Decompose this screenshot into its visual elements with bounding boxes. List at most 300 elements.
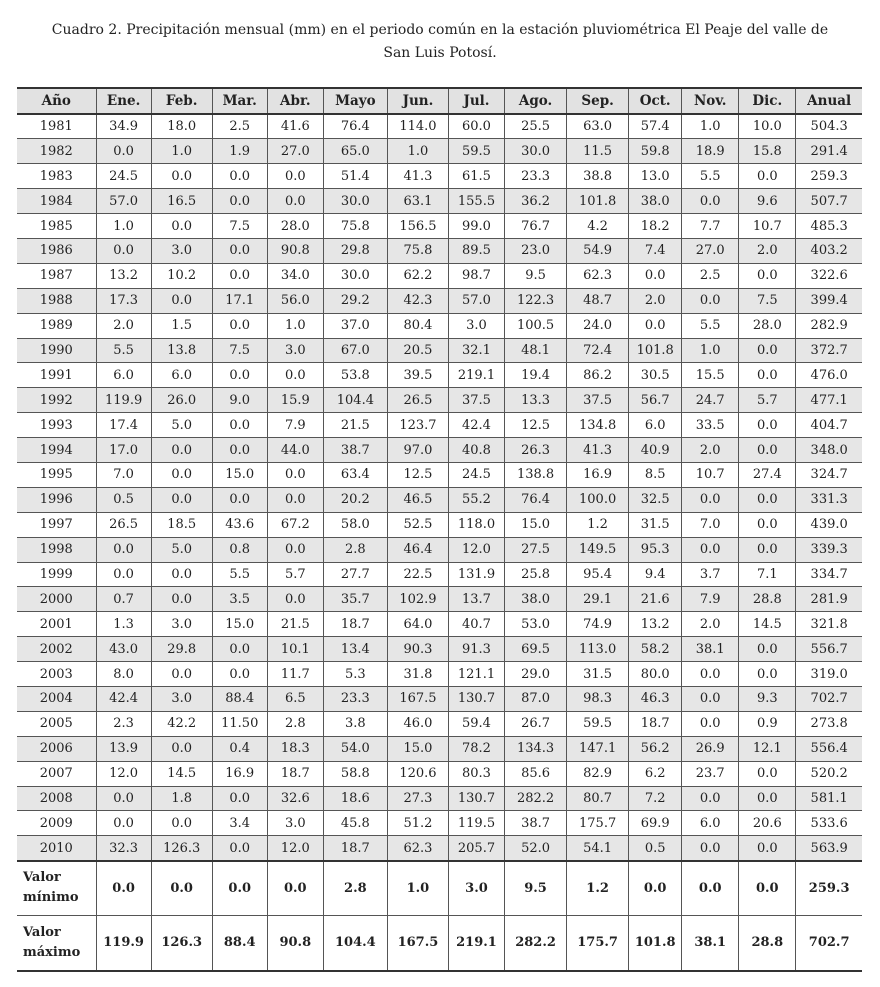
table-row: [17, 438, 862, 463]
year-cell: 1994: [17, 438, 96, 463]
value-cell: 3.7: [682, 562, 739, 587]
value-cell: 38.7: [323, 438, 387, 463]
value-cell: 88.4: [212, 686, 267, 711]
value-cell: 0.0: [682, 487, 739, 512]
value-cell: 205.7: [448, 836, 504, 861]
value-cell: 63.1: [387, 189, 448, 214]
value-cell: 13.0: [629, 164, 682, 189]
value-cell: 89.5: [448, 238, 504, 263]
summary-value-cell: 0.0: [267, 861, 323, 916]
year-cell: 1991: [17, 363, 96, 388]
value-cell: 98.7: [448, 263, 504, 288]
value-cell: 25.8: [505, 562, 567, 587]
value-cell: 80.0: [629, 662, 682, 687]
summary-value-cell: 0.0: [739, 861, 796, 916]
summary-value-cell: 126.3: [151, 916, 212, 971]
value-cell: 38.0: [505, 587, 567, 612]
value-cell: 26.9: [682, 736, 739, 761]
column-header: Feb.: [151, 88, 212, 114]
value-cell: 130.7: [448, 686, 504, 711]
value-cell: 26.5: [387, 388, 448, 413]
summary-label: Valor mínimo: [17, 861, 96, 916]
summary-value-cell: 282.2: [505, 916, 567, 971]
value-cell: 33.5: [682, 413, 739, 438]
value-cell: 27.5: [505, 537, 567, 562]
value-cell: 6.0: [682, 811, 739, 836]
value-cell: 13.4: [323, 637, 387, 662]
value-cell: 43.0: [96, 637, 151, 662]
value-cell: 507.7: [796, 189, 862, 214]
value-cell: 100.0: [567, 487, 629, 512]
summary-value-cell: 28.8: [739, 916, 796, 971]
table-caption: [0, 19, 880, 65]
value-cell: 2.3: [96, 711, 151, 736]
value-cell: 12.5: [505, 413, 567, 438]
table-row: [17, 164, 862, 189]
value-cell: 2.0: [629, 288, 682, 313]
value-cell: 75.8: [323, 214, 387, 239]
value-cell: 9.4: [629, 562, 682, 587]
value-cell: 6.5: [267, 686, 323, 711]
table-row: [17, 587, 862, 612]
table-row: [17, 736, 862, 761]
value-cell: 46.3: [629, 686, 682, 711]
value-cell: 90.8: [267, 238, 323, 263]
value-cell: 59.5: [448, 139, 504, 164]
value-cell: 34.0: [267, 263, 323, 288]
value-cell: 12.1: [739, 736, 796, 761]
column-header: Año: [17, 88, 96, 114]
value-cell: 0.0: [682, 786, 739, 811]
value-cell: 48.7: [567, 288, 629, 313]
value-cell: 120.6: [387, 761, 448, 786]
value-cell: 0.0: [96, 786, 151, 811]
value-cell: 17.0: [96, 438, 151, 463]
value-cell: 20.6: [739, 811, 796, 836]
value-cell: 21.6: [629, 587, 682, 612]
year-cell: 2007: [17, 761, 96, 786]
summary-value-cell: 2.8: [323, 861, 387, 916]
value-cell: 1.0: [682, 338, 739, 363]
value-cell: 331.3: [796, 487, 862, 512]
value-cell: 98.3: [567, 686, 629, 711]
value-cell: 348.0: [796, 438, 862, 463]
value-cell: 291.4: [796, 139, 862, 164]
value-cell: 76.7: [505, 214, 567, 239]
year-cell: 2003: [17, 662, 96, 687]
value-cell: 37.0: [323, 313, 387, 338]
column-header: Anual: [796, 88, 862, 114]
year-cell: 2008: [17, 786, 96, 811]
value-cell: 101.8: [567, 189, 629, 214]
table-row: [17, 512, 862, 537]
value-cell: 97.0: [387, 438, 448, 463]
value-cell: 0.0: [96, 537, 151, 562]
value-cell: 8.0: [96, 662, 151, 687]
value-cell: 121.1: [448, 662, 504, 687]
value-cell: 45.8: [323, 811, 387, 836]
value-cell: 28.0: [739, 313, 796, 338]
value-cell: 0.0: [212, 164, 267, 189]
value-cell: 1.0: [96, 214, 151, 239]
value-cell: 0.0: [151, 462, 212, 487]
summary-value-cell: 219.1: [448, 916, 504, 971]
value-cell: 1.0: [387, 139, 448, 164]
value-cell: 62.3: [387, 836, 448, 861]
value-cell: 52.0: [505, 836, 567, 861]
value-cell: 15.0: [212, 462, 267, 487]
value-cell: 147.1: [567, 736, 629, 761]
value-cell: 0.0: [739, 786, 796, 811]
value-cell: 11.5: [567, 139, 629, 164]
value-cell: 123.7: [387, 413, 448, 438]
table-row: [17, 288, 862, 313]
value-cell: 3.4: [212, 811, 267, 836]
value-cell: 9.5: [505, 263, 567, 288]
value-cell: 29.1: [567, 587, 629, 612]
value-cell: 134.8: [567, 413, 629, 438]
value-cell: 26.7: [505, 711, 567, 736]
value-cell: 61.5: [448, 164, 504, 189]
value-cell: 54.1: [567, 836, 629, 861]
value-cell: 37.5: [567, 388, 629, 413]
value-cell: 5.3: [323, 662, 387, 687]
value-cell: 0.0: [151, 438, 212, 463]
value-cell: 27.7: [323, 562, 387, 587]
year-cell: 1995: [17, 462, 96, 487]
value-cell: 1.0: [151, 139, 212, 164]
table-row: [17, 238, 862, 263]
value-cell: 26.3: [505, 438, 567, 463]
summary-label: Valor máximo: [17, 916, 96, 971]
value-cell: 119.9: [96, 388, 151, 413]
value-cell: 6.2: [629, 761, 682, 786]
value-cell: 0.0: [267, 587, 323, 612]
value-cell: 99.0: [448, 214, 504, 239]
value-cell: 8.5: [629, 462, 682, 487]
value-cell: 34.9: [96, 114, 151, 139]
value-cell: 0.4: [212, 736, 267, 761]
value-cell: 113.0: [567, 637, 629, 662]
table-row: [17, 462, 862, 487]
summary-value-cell: 0.0: [629, 861, 682, 916]
value-cell: 0.0: [96, 139, 151, 164]
value-cell: 5.5: [682, 164, 739, 189]
value-cell: 0.0: [739, 512, 796, 537]
value-cell: 122.3: [505, 288, 567, 313]
value-cell: 319.0: [796, 662, 862, 687]
value-cell: 1.9: [212, 139, 267, 164]
value-cell: 76.4: [505, 487, 567, 512]
value-cell: 504.3: [796, 114, 862, 139]
value-cell: 74.9: [567, 612, 629, 637]
max-value-row: [17, 916, 862, 971]
value-cell: 0.0: [739, 487, 796, 512]
summary-value-cell: 0.0: [151, 861, 212, 916]
value-cell: 69.9: [629, 811, 682, 836]
value-cell: 59.5: [567, 711, 629, 736]
value-cell: 3.0: [151, 686, 212, 711]
value-cell: 5.0: [151, 413, 212, 438]
value-cell: 0.7: [96, 587, 151, 612]
value-cell: 118.0: [448, 512, 504, 537]
value-cell: 58.2: [629, 637, 682, 662]
value-cell: 28.8: [739, 587, 796, 612]
table-row: [17, 263, 862, 288]
value-cell: 0.0: [267, 487, 323, 512]
value-cell: 5.5: [96, 338, 151, 363]
value-cell: 0.0: [682, 189, 739, 214]
value-cell: 42.4: [448, 413, 504, 438]
value-cell: 37.5: [448, 388, 504, 413]
value-cell: 282.9: [796, 313, 862, 338]
value-cell: 259.3: [796, 164, 862, 189]
summary-value-cell: 119.9: [96, 916, 151, 971]
value-cell: 23.7: [682, 761, 739, 786]
year-cell: 1993: [17, 413, 96, 438]
summary-value-cell: 3.0: [448, 861, 504, 916]
value-cell: 477.1: [796, 388, 862, 413]
year-cell: 1984: [17, 189, 96, 214]
table-row: [17, 537, 862, 562]
value-cell: 22.5: [387, 562, 448, 587]
value-cell: 0.5: [96, 487, 151, 512]
value-cell: 91.3: [448, 637, 504, 662]
year-cell: 2000: [17, 587, 96, 612]
table-row: [17, 313, 862, 338]
value-cell: 25.5: [505, 114, 567, 139]
value-cell: 0.0: [682, 686, 739, 711]
value-cell: 0.0: [682, 537, 739, 562]
value-cell: 9.6: [739, 189, 796, 214]
value-cell: 29.0: [505, 662, 567, 687]
value-cell: 56.2: [629, 736, 682, 761]
column-header: Jun.: [387, 88, 448, 114]
value-cell: 0.5: [629, 836, 682, 861]
value-cell: 56.7: [629, 388, 682, 413]
value-cell: 42.3: [387, 288, 448, 313]
value-cell: 31.5: [629, 512, 682, 537]
value-cell: 12.0: [96, 761, 151, 786]
value-cell: 0.9: [739, 711, 796, 736]
value-cell: 30.0: [323, 263, 387, 288]
value-cell: 39.5: [387, 363, 448, 388]
value-cell: 30.0: [505, 139, 567, 164]
value-cell: 18.2: [629, 214, 682, 239]
value-cell: 13.9: [96, 736, 151, 761]
value-cell: 23.3: [323, 686, 387, 711]
value-cell: 100.5: [505, 313, 567, 338]
column-header: Ene.: [96, 88, 151, 114]
value-cell: 5.7: [739, 388, 796, 413]
value-cell: 24.0: [567, 313, 629, 338]
value-cell: 41.3: [567, 438, 629, 463]
value-cell: 21.5: [267, 612, 323, 637]
value-cell: 18.0: [151, 114, 212, 139]
value-cell: 7.0: [96, 462, 151, 487]
value-cell: 334.7: [796, 562, 862, 587]
value-cell: 0.0: [212, 836, 267, 861]
value-cell: 46.5: [387, 487, 448, 512]
value-cell: 134.3: [505, 736, 567, 761]
value-cell: 62.3: [567, 263, 629, 288]
value-cell: 7.4: [629, 238, 682, 263]
value-cell: 0.0: [151, 288, 212, 313]
value-cell: 29.2: [323, 288, 387, 313]
table-row: [17, 811, 862, 836]
table-row: [17, 189, 862, 214]
value-cell: 17.1: [212, 288, 267, 313]
value-cell: 0.0: [151, 811, 212, 836]
value-cell: 0.0: [151, 736, 212, 761]
year-cell: 1990: [17, 338, 96, 363]
value-cell: 20.5: [387, 338, 448, 363]
table-row: [17, 388, 862, 413]
value-cell: 40.9: [629, 438, 682, 463]
value-cell: 3.5: [212, 587, 267, 612]
year-cell: 1992: [17, 388, 96, 413]
table-row: [17, 338, 862, 363]
value-cell: 29.8: [151, 637, 212, 662]
table-row: [17, 562, 862, 587]
value-cell: 62.2: [387, 263, 448, 288]
value-cell: 702.7: [796, 686, 862, 711]
value-cell: 16.9: [567, 462, 629, 487]
value-cell: 41.3: [387, 164, 448, 189]
value-cell: 46.4: [387, 537, 448, 562]
value-cell: 0.0: [151, 214, 212, 239]
value-cell: 60.0: [448, 114, 504, 139]
value-cell: 87.0: [505, 686, 567, 711]
value-cell: 0.0: [267, 189, 323, 214]
value-cell: 67.2: [267, 512, 323, 537]
year-cell: 1981: [17, 114, 96, 139]
summary-value-cell: 0.0: [96, 861, 151, 916]
value-cell: 155.5: [448, 189, 504, 214]
year-cell: 2009: [17, 811, 96, 836]
value-cell: 7.9: [267, 413, 323, 438]
year-cell: 1989: [17, 313, 96, 338]
value-cell: 0.0: [739, 438, 796, 463]
value-cell: 24.7: [682, 388, 739, 413]
value-cell: 53.0: [505, 612, 567, 637]
value-cell: 11.50: [212, 711, 267, 736]
summary-value-cell: 90.8: [267, 916, 323, 971]
year-cell: 2001: [17, 612, 96, 637]
value-cell: 0.0: [739, 836, 796, 861]
value-cell: 3.0: [448, 313, 504, 338]
value-cell: 10.7: [682, 462, 739, 487]
summary-value-cell: 38.1: [682, 916, 739, 971]
summary-value-cell: 167.5: [387, 916, 448, 971]
value-cell: 9.3: [739, 686, 796, 711]
table-row: [17, 114, 862, 139]
value-cell: 18.7: [323, 612, 387, 637]
value-cell: 281.9: [796, 587, 862, 612]
value-cell: 59.4: [448, 711, 504, 736]
value-cell: 7.9: [682, 587, 739, 612]
value-cell: 24.5: [448, 462, 504, 487]
value-cell: 2.0: [739, 238, 796, 263]
table-row: [17, 686, 862, 711]
value-cell: 0.0: [682, 662, 739, 687]
year-cell: 1996: [17, 487, 96, 512]
summary-value-cell: 104.4: [323, 916, 387, 971]
value-cell: 0.0: [151, 587, 212, 612]
value-cell: 30.5: [629, 363, 682, 388]
value-cell: 12.0: [448, 537, 504, 562]
value-cell: 119.5: [448, 811, 504, 836]
value-cell: 38.1: [682, 637, 739, 662]
column-header: Jul.: [448, 88, 504, 114]
value-cell: 10.7: [739, 214, 796, 239]
value-cell: 7.5: [212, 214, 267, 239]
value-cell: 7.7: [682, 214, 739, 239]
value-cell: 0.0: [267, 164, 323, 189]
value-cell: 13.2: [629, 612, 682, 637]
value-cell: 1.2: [567, 512, 629, 537]
value-cell: 57.0: [448, 288, 504, 313]
table-row: [17, 786, 862, 811]
value-cell: 5.0: [151, 537, 212, 562]
value-cell: 0.0: [682, 288, 739, 313]
value-cell: 51.4: [323, 164, 387, 189]
value-cell: 18.9: [682, 139, 739, 164]
column-header: Ago.: [505, 88, 567, 114]
value-cell: 18.7: [323, 836, 387, 861]
summary-value-cell: 702.7: [796, 916, 862, 971]
summary-value-cell: 0.0: [682, 861, 739, 916]
value-cell: 5.7: [267, 562, 323, 587]
value-cell: 13.7: [448, 587, 504, 612]
value-cell: 15.0: [387, 736, 448, 761]
value-cell: 0.8: [212, 537, 267, 562]
value-cell: 12.5: [387, 462, 448, 487]
value-cell: 2.0: [682, 438, 739, 463]
value-cell: 52.5: [387, 512, 448, 537]
value-cell: 56.0: [267, 288, 323, 313]
value-cell: 0.0: [212, 487, 267, 512]
value-cell: 219.1: [448, 363, 504, 388]
value-cell: 0.0: [267, 363, 323, 388]
value-cell: 556.4: [796, 736, 862, 761]
value-cell: 9.0: [212, 388, 267, 413]
table-row: [17, 612, 862, 637]
value-cell: 65.0: [323, 139, 387, 164]
summary-value-cell: 0.0: [212, 861, 267, 916]
value-cell: 53.8: [323, 363, 387, 388]
value-cell: 15.0: [212, 612, 267, 637]
value-cell: 126.3: [151, 836, 212, 861]
value-cell: 7.1: [739, 562, 796, 587]
value-cell: 3.8: [323, 711, 387, 736]
year-cell: 1999: [17, 562, 96, 587]
value-cell: 95.4: [567, 562, 629, 587]
year-cell: 2002: [17, 637, 96, 662]
value-cell: 0.0: [212, 263, 267, 288]
summary-value-cell: 175.7: [567, 916, 629, 971]
value-cell: 40.7: [448, 612, 504, 637]
value-cell: 156.5: [387, 214, 448, 239]
value-cell: 138.8: [505, 462, 567, 487]
value-cell: 54.9: [567, 238, 629, 263]
value-cell: 520.2: [796, 761, 862, 786]
value-cell: 23.0: [505, 238, 567, 263]
value-cell: 57.0: [96, 189, 151, 214]
value-cell: 0.0: [739, 761, 796, 786]
value-cell: 7.2: [629, 786, 682, 811]
value-cell: 85.6: [505, 761, 567, 786]
